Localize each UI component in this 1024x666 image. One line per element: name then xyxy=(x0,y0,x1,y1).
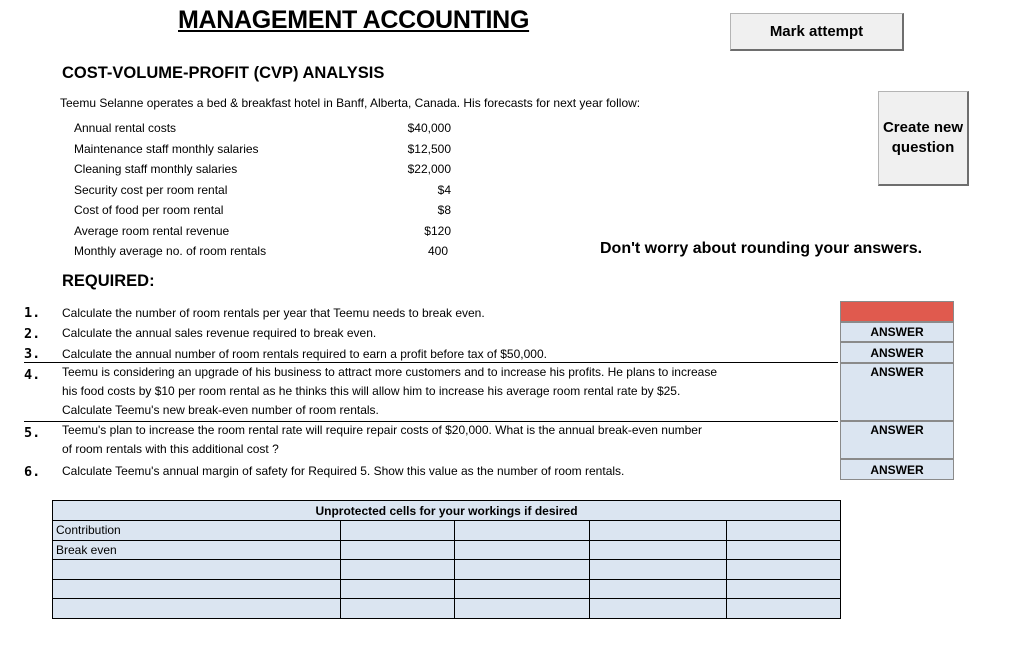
required-heading: REQUIRED: xyxy=(62,272,155,290)
question-number: 4. xyxy=(24,367,41,383)
forecast-label-maintenance-salaries: Maintenance staff monthly salaries xyxy=(74,142,259,156)
workings-label-cell[interactable] xyxy=(53,579,341,599)
workings-cell[interactable] xyxy=(455,521,590,541)
forecast-label-room-rentals: Monthly average no. of room rentals xyxy=(74,244,267,258)
workings-header: Unprotected cells for your workings if desired xyxy=(53,501,841,521)
forecast-value-rental-revenue: $120 xyxy=(424,224,451,238)
workings-cell[interactable] xyxy=(341,599,455,619)
forecast-value-cleaning-salaries: $22,000 xyxy=(407,162,451,176)
workings-cell[interactable] xyxy=(455,579,590,599)
forecast-value-rental-costs: $40,000 xyxy=(407,121,451,135)
forecast-label-food-cost: Cost of food per room rental xyxy=(74,203,224,217)
workings-cell[interactable] xyxy=(341,560,455,580)
intro-text: Teemu Selanne operates a bed & breakfast hotel in Banff, Alberta, Canada. His forecasts for next year follow: xyxy=(60,96,641,110)
question-text xyxy=(62,462,624,481)
forecast-label-rental-costs: Annual rental costs xyxy=(74,121,177,135)
answer-cell-1[interactable] xyxy=(840,301,954,322)
question-line: of room rentals with this additional cost ? xyxy=(62,442,279,456)
create-question-label-line1: Create new xyxy=(882,119,964,136)
workings-cell[interactable] xyxy=(590,521,727,541)
workings-cell[interactable] xyxy=(341,579,455,599)
workings-cell[interactable] xyxy=(341,521,455,541)
question-line: Calculate Teemu's new break-even number of room rentals. xyxy=(62,403,379,417)
section-subtitle: COST-VOLUME-PROFIT (CVP) ANALYSIS xyxy=(62,64,385,82)
question-text xyxy=(62,304,485,323)
workings-label-cell[interactable] xyxy=(53,560,341,580)
workings-cell[interactable] xyxy=(590,540,727,560)
workings-cell[interactable] xyxy=(727,540,841,560)
question-number: 3. xyxy=(24,346,41,362)
forecast-value-room-rentals: 400 xyxy=(427,244,448,258)
forecast-label-rental-revenue: Average room rental revenue xyxy=(74,224,230,238)
answer-cell-2[interactable]: ANSWER xyxy=(840,322,954,342)
workings-cell[interactable] xyxy=(590,579,727,599)
create-new-question-button[interactable] xyxy=(878,91,969,186)
answer-cell-4[interactable]: ANSWER xyxy=(840,363,954,421)
answer-cell-3[interactable]: ANSWER xyxy=(840,342,954,363)
workings-cell[interactable] xyxy=(455,599,590,619)
forecast-label-security-cost: Security cost per room rental xyxy=(74,183,228,197)
workings-cell[interactable] xyxy=(727,560,841,580)
question-line: Calculate the annual number of room rentals required to earn a profit before tax of $50,000. xyxy=(62,347,547,361)
question-number: 1. xyxy=(24,305,41,321)
question-text xyxy=(62,324,376,343)
question-number: 2. xyxy=(24,326,41,342)
workings-cell[interactable] xyxy=(727,521,841,541)
question-line: Teemu is considering an upgrade of his business to attract more customers and to increase his profits. He plans to increase xyxy=(62,365,718,379)
create-question-label-line2: question xyxy=(891,139,955,156)
question-text xyxy=(62,421,702,459)
workings-cell[interactable] xyxy=(590,599,727,619)
forecast-value-food-cost: $8 xyxy=(437,203,451,217)
workings-cell[interactable] xyxy=(341,540,455,560)
workings-cell[interactable] xyxy=(727,579,841,599)
forecast-value-security-cost: $4 xyxy=(437,183,451,197)
workings-cell[interactable] xyxy=(727,599,841,619)
question-number: 5. xyxy=(24,425,41,441)
question-text xyxy=(62,363,717,420)
workings-label-cell[interactable]: Contribution xyxy=(53,521,341,541)
question-line: Calculate the number of room rentals per year that Teemu needs to break even. xyxy=(62,306,485,320)
forecast-label-cleaning-salaries: Cleaning staff monthly salaries xyxy=(74,162,238,176)
workings-cell[interactable] xyxy=(455,560,590,580)
forecast-value-maintenance-salaries: $12,500 xyxy=(407,142,451,156)
workings-label-cell[interactable]: Break even xyxy=(53,540,341,560)
question-line: Calculate Teemu's annual margin of safety for Required 5. Show this value as the number of room rentals. xyxy=(62,464,625,478)
workings-cell[interactable] xyxy=(590,560,727,580)
workings-label-cell[interactable] xyxy=(53,599,341,619)
mark-attempt-button[interactable]: Mark attempt xyxy=(730,13,904,51)
question-number: 6. xyxy=(24,464,41,480)
question-line: Calculate the annual sales revenue required to break even. xyxy=(62,326,377,340)
answer-cell-5[interactable]: ANSWER xyxy=(840,421,954,459)
answer-cell-6[interactable]: ANSWER xyxy=(840,459,954,480)
question-line: Teemu's plan to increase the room rental rate will require repair costs of $20,000. What is the annual break-even number xyxy=(62,423,702,437)
workings-cell[interactable] xyxy=(455,540,590,560)
workings-table xyxy=(52,500,841,619)
rounding-note: Don't worry about rounding your answers. xyxy=(600,240,923,257)
page-title: MANAGEMENT ACCOUNTING xyxy=(178,6,530,34)
question-line: his food costs by $10 per room rental as he thinks this will allow him to increase his average room rental rate by $25. xyxy=(62,384,681,398)
